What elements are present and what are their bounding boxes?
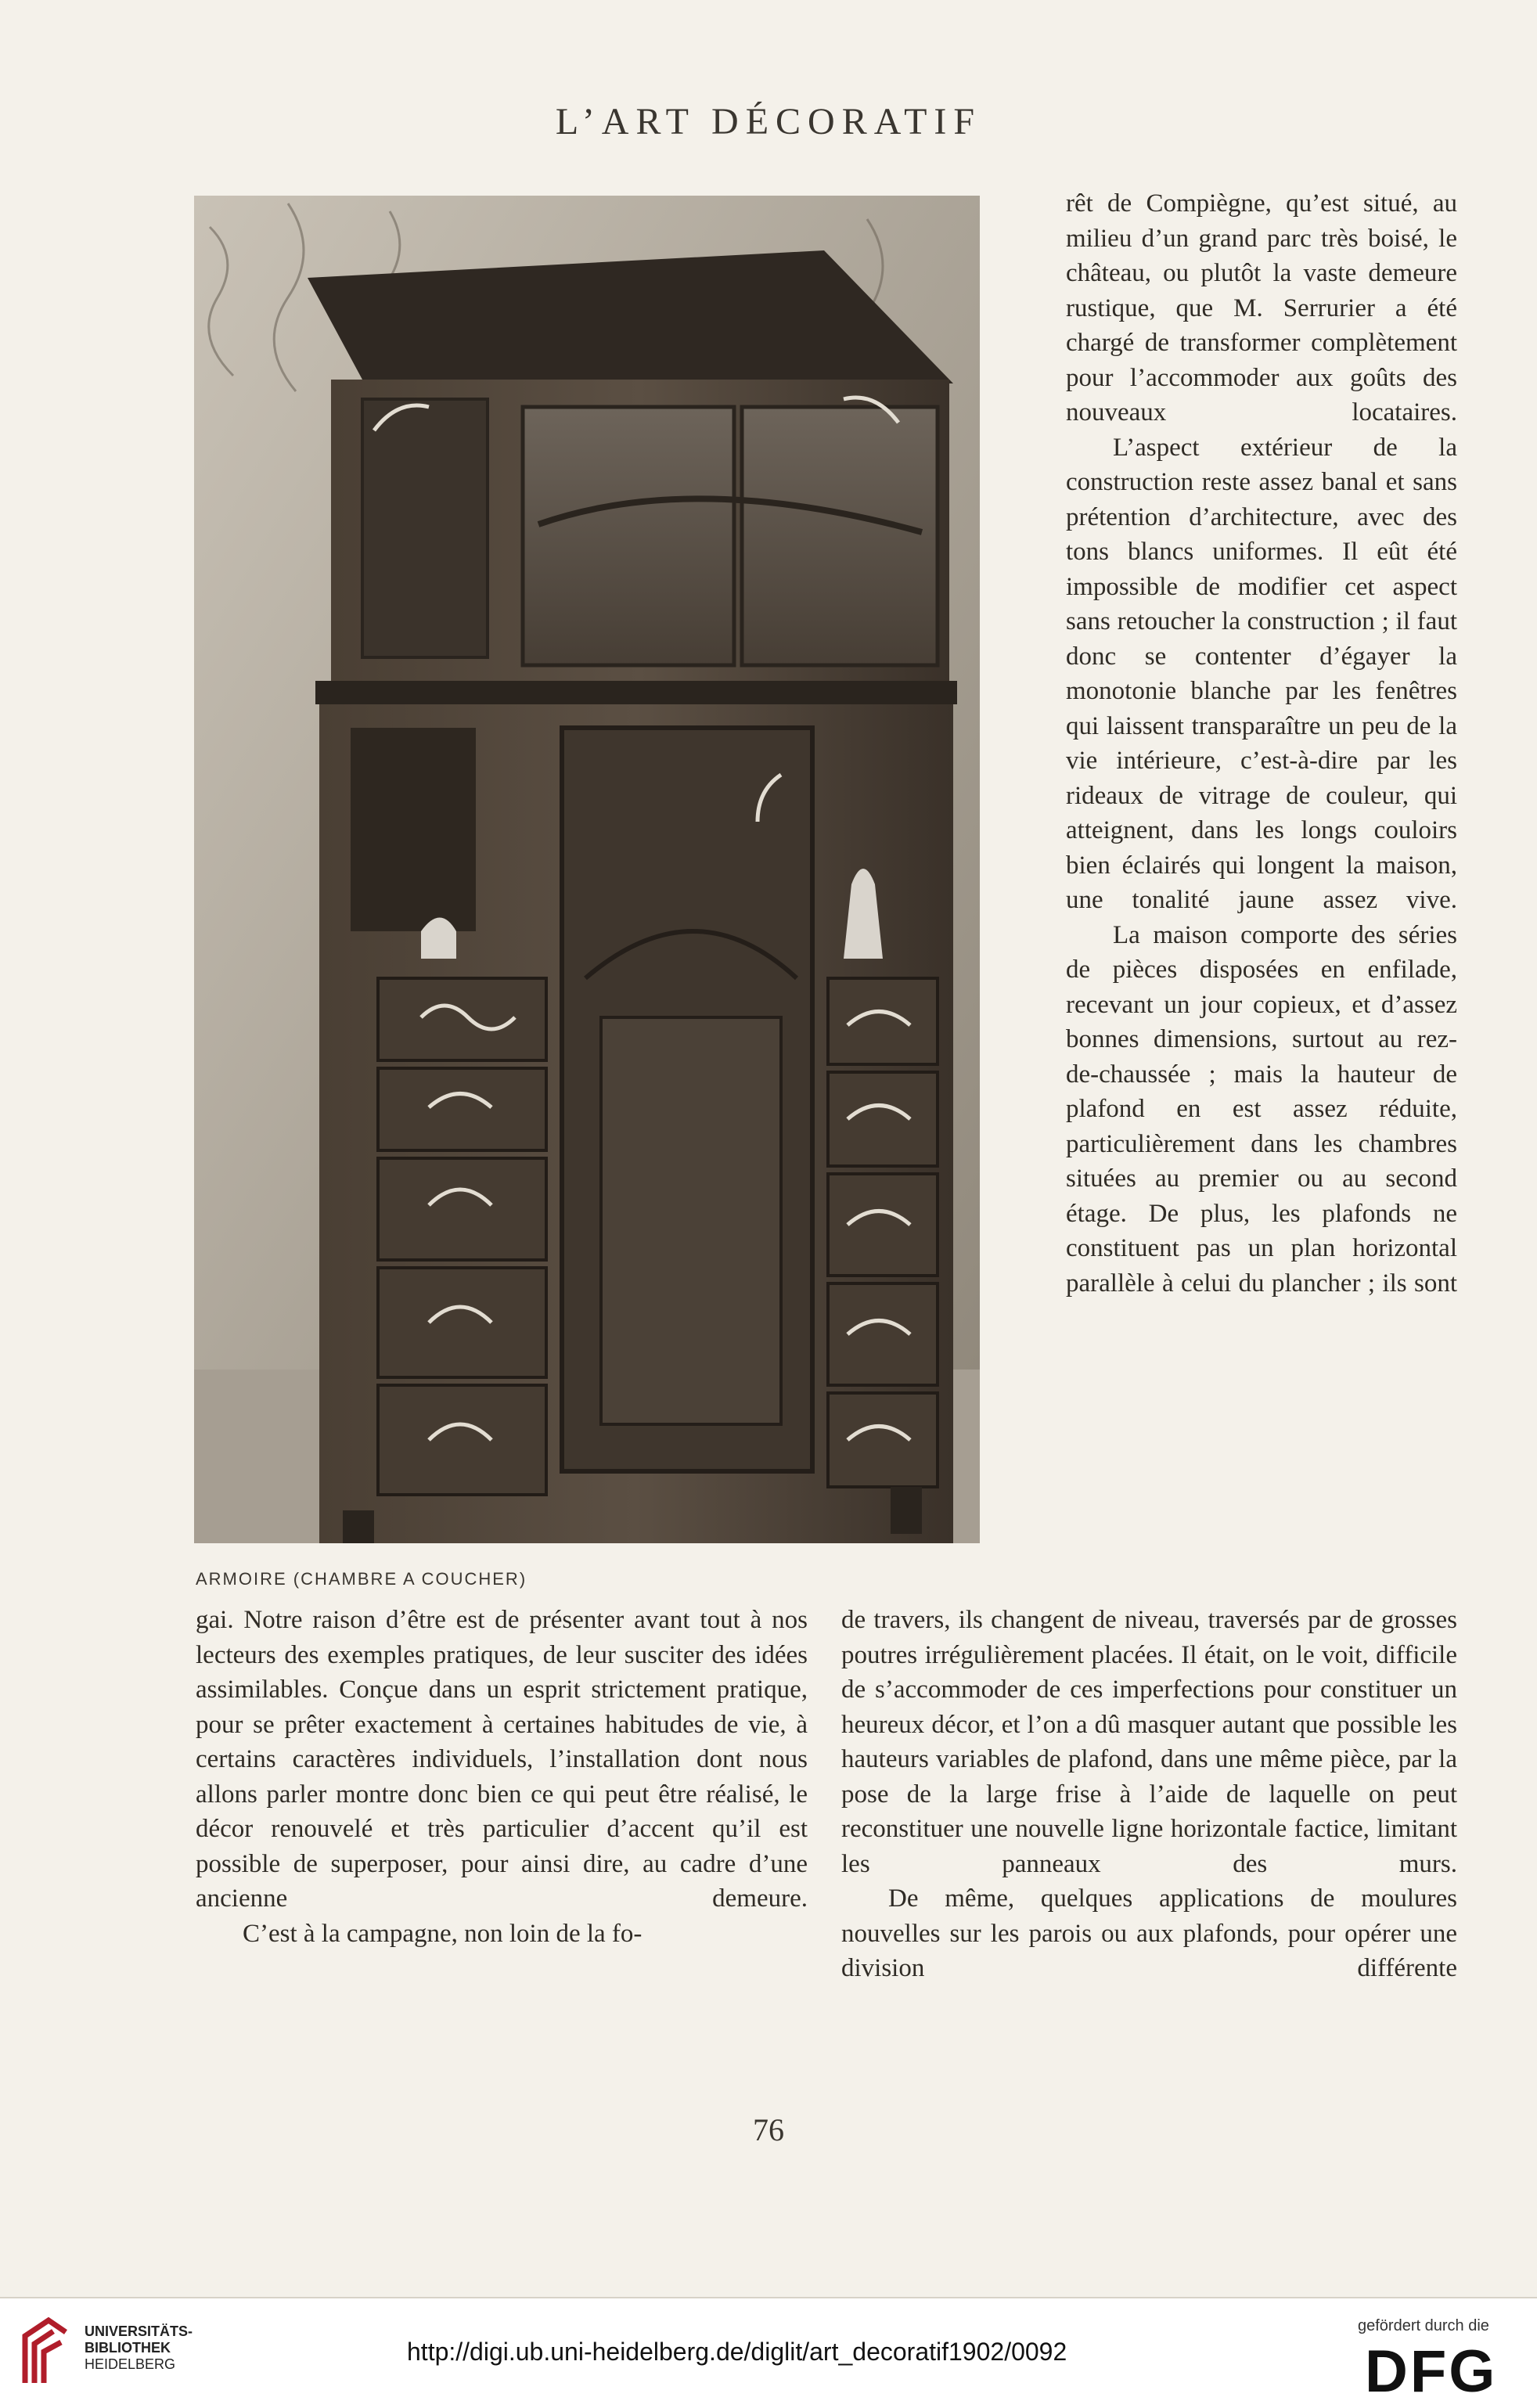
armoire-illustration <box>194 196 980 1543</box>
library-name-line: BIBLIOTHEK <box>85 2340 171 2356</box>
paragraph: rêt de Compiègne, qu’est situé, au milieu d’un grand parc très boisé, le château, ou plutôt la vaste demeure rustique, que M. Serrurier a été chargé de transformer complètement pour l’accommoder aux goûts des nouveaux locataires. <box>1066 189 1457 427</box>
armoire-photograph <box>194 196 980 1543</box>
page-header: L’ART DÉCORATIF <box>555 101 982 142</box>
paragraph: De même, quelques applications de moulures nouvelles sur les parois ou aux plafonds, pour opérer une division différente <box>841 1884 1457 1982</box>
digitization-footer <box>0 2297 1537 2408</box>
paragraph: de travers, ils changent de niveau, traversés par de grosses poutres irrégulièrement placées. Il était, on le voit, difficile de s’accommoder de ces imperfections pour constituer un heureux décor, et l’on a dû masquer autant que possible les hauteurs variables de plafond, dans une même pièce, par la pose de la large frise à l’aide de laquelle on peut reconstituer une nouvelle ligne horizontale factice, limitant les panneaux des murs. <box>841 1606 1457 1878</box>
library-name-line: HEIDELBERG <box>85 2356 176 2372</box>
library-logo-icon <box>17 2313 74 2391</box>
paragraph: C’est à la campagne, non loin de la fo- <box>243 1919 643 1948</box>
paragraph: L’aspect extérieur de la construction reste assez banal et sans prétention d’architecture, avec des tons blancs uniformes. Il eût été impossible de modifier cet aspect sans retoucher la construction ; il faut donc se contenter d’égayer la monotonie blanche par les fenêtres qui laissent transparaître un peu de la vie intérieure, c’est-à-dire par les rideaux de vitrage de couleur, qui atteignent, dans les longs couloirs bien éclairés qui longent la maison, une tonalité jaune assez vive. <box>1066 433 1457 914</box>
library-name-line: UNIVERSITÄTS- <box>85 2323 193 2339</box>
library-name <box>85 2323 193 2373</box>
page-number: 76 <box>753 2112 784 2147</box>
text-column-right-bottom <box>841 1603 1457 1986</box>
figure-caption: ARMOIRE (CHAMBRE A COUCHER) <box>196 1569 527 1589</box>
paragraph: gai. Notre raison d’être est de présenter avant tout à nos lecteurs des exemples pratiques, de leur susciter des idées assimilables. Conçue dans un esprit strictement pratique, pour se prêter exactement à certaines habitudes de vie, à certains caractères individuels, l’installation dont nous allons parler montre donc bien ce qui peut être réalisé, le décor renouvelé et très particulier d’accent qu’il est possible de superposer, pour ainsi dire, au cadre d’une ancienne demeure. <box>196 1606 808 1913</box>
text-column-left <box>196 1603 808 1951</box>
paragraph: La maison comporte des séries de pièces disposées en enfilade, recevant un jour copieux, et d’assez bonnes dimensions, surtout au rez-de-chaussée ; mais la hauteur de plafond en est assez réduite, particulièrement dans les chambres situées au premier ou au second étage. De plus, les plafonds ne constituent pas un plan horizontal parallèle à celui du plancher ; ils sont <box>1066 920 1457 1298</box>
dfg-logo: DFG <box>1365 2338 1498 2405</box>
funder-label: gefördert durch die <box>1358 2317 1489 2334</box>
text-column-right-top <box>1066 186 1457 1301</box>
permalink-url[interactable]: http://digi.ub.uni-heidelberg.de/diglit/art_decoratif1902/0092 <box>407 2338 1067 2366</box>
